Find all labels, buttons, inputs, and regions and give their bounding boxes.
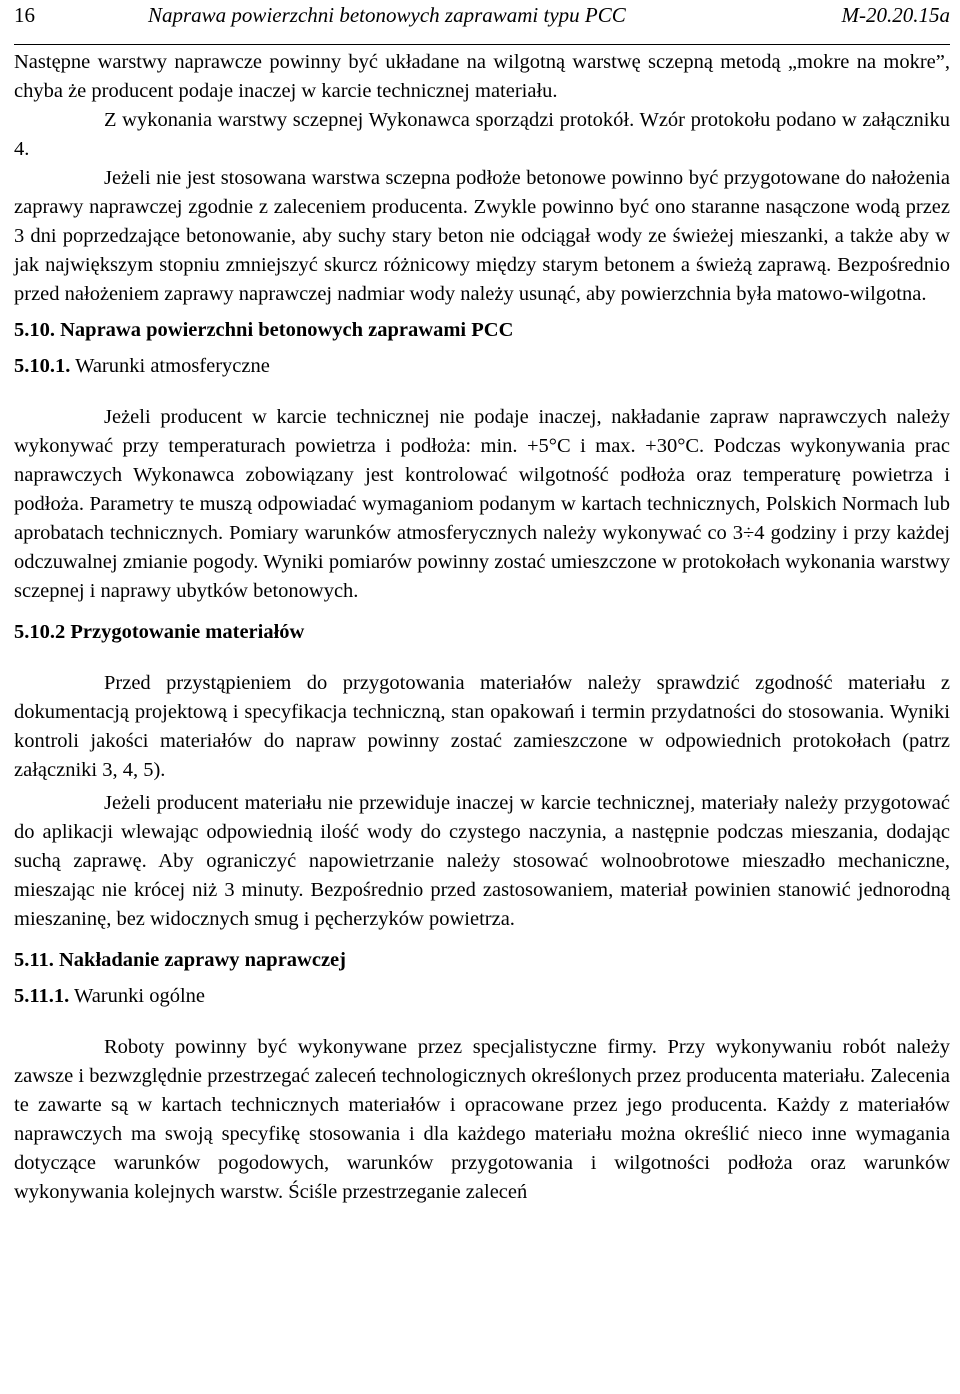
heading-text: Warunki atmosferyczne — [70, 355, 270, 377]
paragraph: Jeżeli producent w karcie technicznej nie podaje inaczej, nakładanie zapraw naprawczych należy wykonywać przy temperaturach powietrza i podłoża: min. +5°C i max. +30°C. Podczas wykonywania prac naprawczych Wykonawca zobowiązany jest kontrolować wilgotność podłoża oraz temperaturę powietrza i podłoża. Parametry te muszą odpowiadać wymaganiom podanym w kartach technicznych, Polskich Normach lub aprobatach technicznych. Pomiary warunków atmosferycznych należy wykonywać co 3÷4 godziny i przy każdej odczuwalnej zmianie pogody. Wyniki pomiarów powinny zostać umieszczone w protokołach wykonania warstwy sczepnej i naprawy ubytków betonowych. — [14, 406, 950, 602]
heading-text: 5.10. Naprawa powierzchni betonowych zaprawami PCC — [14, 319, 514, 341]
subsection-heading-5-10-1 — [14, 352, 950, 381]
heading-number: 5.11.1. — [14, 985, 70, 1007]
paragraph: Przed przystąpieniem do przygotowania materiałów należy sprawdzić zgodność materiału z dokumentacją projektową i specyfikacja techniczną, stan opakowań i termin przydatności do stosowania. Wyniki kontroli jakości materiałów do napraw powinny zostać zamieszczone w odpowiednich protokołach (patrz załączniki 3, 4, 5). — [14, 672, 950, 781]
heading-number: 5.10.1. — [14, 355, 71, 377]
paragraph: Jeżeli producent materiału nie przewiduje inaczej w karcie technicznej, materiały należy przygotować do aplikacji wlewając odpowiednią ilość wody do czystego naczynia, a następnie podczas mieszania, dodając suchą zaprawę. Aby ograniczyć napowietrzanie należy stosować wolnoobrotowe mieszadło mechaniczne, mieszając nie krócej niż 3 minuty. Bezpośrednio przed zastosowaniem, materiał powinien stanowić jednorodną mieszaninę, bez widocznych smug i pęcherzyków powietrza. — [14, 792, 950, 930]
section-heading-5-10 — [14, 316, 950, 345]
subsection-heading-5-11-1 — [14, 982, 950, 1011]
heading-text: 5.10.2 Przygotowanie materiałów — [14, 621, 305, 643]
paragraph: Z wykonania warstwy sczepnej Wykonawca sporządzi protokół. Wzór protokołu podano w załączniku 4. — [14, 109, 950, 160]
paragraph: Jeżeli nie jest stosowana warstwa sczepna podłoże betonowe powinno być przygotowane do nałożenia zaprawy naprawczej zgodnie z zaleceniem producenta. Zwykle powinno być ono staranne nasączone wodą przez 3 dni poprzedzające betonowanie, aby suchy stary beton nie odciągał wody ze świeżej mieszanki, a także aby w jak największym stopniu zmniejszyć skurcz różnicowy między starym betonem a świeżą zaprawą. Bezpośrednio przed nałożeniem zaprawy naprawczej nadmiar wody należy usunąć, aby powierzchnia była matowo-wilgotna. — [14, 167, 950, 305]
document-code: M-20.20.15a — [841, 3, 950, 27]
document-title: Naprawa powierzchni betonowych zaprawami typu PCC — [148, 3, 626, 27]
heading-text: 5.11. Nakładanie zaprawy naprawczej — [14, 949, 346, 971]
paragraph: Następne warstwy naprawcze powinny być układane na wilgotną warstwę sczepną metodą „mokre na mokre”, chyba że producent podaje inaczej w karcie technicznej materiału. — [14, 51, 950, 102]
subsection-heading-5-10-2 — [14, 618, 950, 647]
page-number: 16 — [14, 3, 35, 27]
paragraph: Roboty powinny być wykonywane przez specjalistyczne firmy. Przy wykonywaniu robót należy zawsze i bezwzględnie przestrzegać zaleceń technologicznych określonych przez producenta materiału. Zalecenia te zawarte są w kartach technicznych materiałów i opracowane przez jego producenta. Każdy z materiałów naprawczych ma swoją specyfikę stosowania i dla każdego materiału można określić nieco inne wymagania dotyczące warunków pogodowych, warunków przygotowania i wilgotności podłoża oraz warunków wykonywania kolejnych warstw. Ściśle przestrzeganie zaleceń — [14, 1036, 950, 1203]
page-header — [14, 0, 950, 45]
section-heading-5-11 — [14, 946, 950, 975]
heading-text: Warunki ogólne — [69, 985, 206, 1007]
page-content — [14, 44, 950, 1207]
